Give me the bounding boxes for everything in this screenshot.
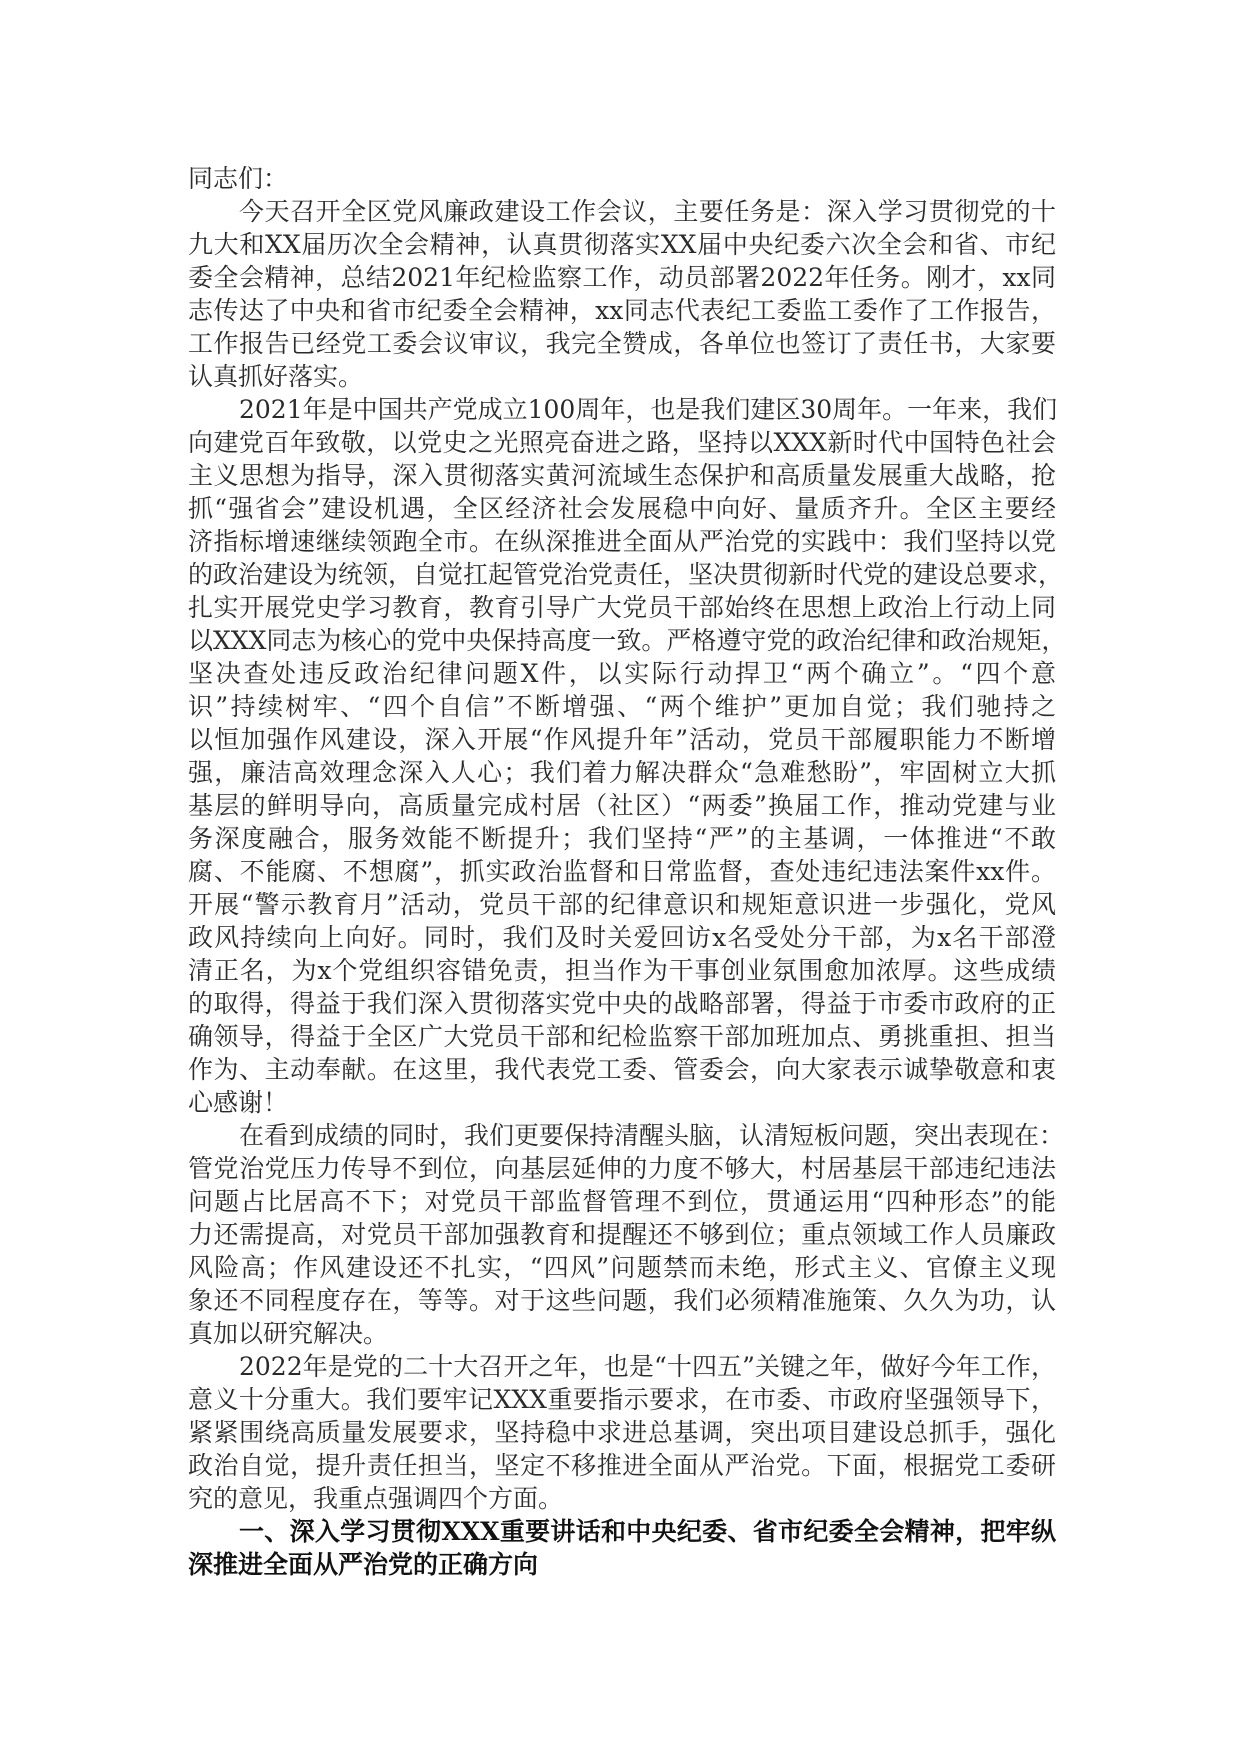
text-line: 在看到成绩的同时，我们更要保持清醒头脑，认清短板问题，突出表现在：: [239, 1121, 1065, 1150]
text-line: 的取得，得益于我们深入贯彻落实党中央的战略部署，得益于市委市政府的正: [188, 989, 1056, 1018]
paragraph: [188, 1119, 1065, 1350]
text-line: 象还不同程度存在，等等。对于这些问题，我们必须精准施策、久久为功，认: [188, 1286, 1056, 1315]
paragraph: [188, 1350, 1056, 1515]
text-line: 主义思想为指导，深入贯彻落实黄河流域生态保护和高质量发展重大战略，抢: [188, 461, 1056, 490]
text-line: 一、深入学习贯彻XXX重要讲话和中央纪委、省市纪委全会精神，把牢纵: [239, 1517, 1056, 1546]
text-line: 政治自觉，提升责任担当，坚定不移推进全面从严治党。下面，根据党工委研: [188, 1451, 1056, 1480]
text-line: 委全会精神，总结2021年纪检监察工作，动员部署2022年任务。刚才，xx同: [188, 263, 1056, 292]
text-line: 的政治建设为统领，自觉扛起管党治党责任，坚决贯彻新时代党的建设总要求，: [188, 560, 1064, 589]
text-line: 志传达了中央和省市纪委全会精神，xx同志代表纪工委监工委作了工作报告，: [188, 296, 1056, 325]
text-line: 济指标增速继续领跑全市。在纵深推进全面从严治党的实践中：我们坚持以党: [188, 527, 1056, 556]
text-line: 坚决查处违反政治纪律问题X件，以实际行动捍卫“两个确立”。“四个意: [188, 659, 1056, 688]
text-line: 2021年是中国共产党成立100周年，也是我们建区30周年。一年来，我们: [239, 395, 1058, 424]
text-line: 力还需提高，对党员干部加强教育和提醒还不够到位；重点领域工作人员廉政: [188, 1220, 1056, 1249]
document-body: [188, 162, 1067, 1581]
text-line: 基层的鲜明导向，高质量完成村居（社区）“两委”换届工作，推动党建与业: [188, 791, 1056, 820]
text-line: 抓“强省会”建设机遇，全区经济社会发展稳中向好、量质齐升。全区主要经: [188, 494, 1056, 523]
text-line: 以恒加强作风建设，深入开展“作风提升年”活动，党员干部履职能力不断增: [188, 725, 1056, 754]
salutation: 同志们：: [188, 164, 289, 193]
text-line: 以XXX同志为核心的党中央保持高度一致。严格遵守党的政治纪律和政治规矩，: [188, 626, 1067, 655]
text-line: 务深度融合，服务效能不断提升；我们坚持“严”的主基调，一体推进“不敢: [188, 824, 1056, 853]
text-line: 紧紧围绕高质量发展要求，坚持稳中求进总基调，突出项目建设总抓手，强化: [188, 1418, 1056, 1447]
text-line: 开展“警示教育月”活动，党员干部的纪律意识和规矩意识进一步强化，党风: [188, 890, 1056, 919]
text-line: 向建党百年致敬，以党史之光照亮奋进之路，坚持以XXX新时代中国特色社会: [188, 428, 1056, 457]
text-line: 管党治党压力传导不到位，向基层延伸的力度不够大，村居基层干部违纪违法: [188, 1154, 1056, 1183]
text-line: 风险高；作风建设还不扎实，“四风”问题禁而未绝，形式主义、官僚主义现: [188, 1253, 1056, 1282]
text-line: 政风持续向上向好。同时，我们及时关爱回访x名受处分干部，为x名干部澄: [188, 923, 1056, 952]
text-line: 确领导，得益于全区广大党员干部和纪检监察干部加班加点、勇挑重担、担当: [188, 1022, 1056, 1051]
text-line: 意义十分重大。我们要牢记XXX重要指示要求，在市委、市政府坚强领导下，: [188, 1385, 1056, 1414]
text-line: 强，廉洁高效理念深入人心；我们着力解决群众“急难愁盼”，牢固树立大抓: [188, 758, 1056, 787]
text-line: 究的意见，我重点强调四个方面。: [188, 1484, 564, 1513]
text-line: 腐、不能腐、不想腐”，抓实政治监督和日常监督，查处违纪违法案件xx件。: [188, 857, 1056, 886]
text-line: 识”持续树牢、“四个自信”不断增强、“两个维护”更加自觉；我们驰持之: [188, 692, 1056, 721]
text-line: 扎实开展党史学习教育，教育引导广大党员干部始终在思想上政治上行动上同: [188, 593, 1056, 622]
paragraph: [188, 393, 1067, 1119]
text-line: 九大和XX届历次全会精神，认真贯彻落实XX届中央纪委六次全会和省、市纪: [188, 230, 1056, 259]
text-line: 清正名，为x个党组织容错免责，担当作为干事创业氛围愈加浓厚。这些成绩: [188, 956, 1056, 985]
text-line: 真加以研究解决。: [188, 1319, 389, 1348]
text-line: 问题占比居高不下；对党员干部监督管理不到位，贯通运用“四种形态”的能: [188, 1187, 1056, 1216]
text-line: 作为、主动奉献。在这里，我代表党工委、管委会，向大家表示诚挚敬意和衷: [188, 1055, 1056, 1084]
text-line: 今天召开全区党风廉政建设工作会议，主要任务是：深入学习贯彻党的十: [239, 197, 1056, 226]
text-line: 认真抓好落实。: [188, 362, 364, 391]
text-line: 深推进全面从严治党的正确方向: [188, 1550, 539, 1579]
paragraph: [188, 195, 1056, 393]
section-heading: [188, 1515, 1056, 1581]
text-line: 工作报告已经党工委会议审议，我完全赞成，各单位也签订了责任书，大家要: [188, 329, 1056, 358]
text-line: 心感谢！: [188, 1088, 289, 1117]
text-line: 2022年是党的二十大召开之年，也是“十四五”关键之年，做好今年工作，: [239, 1352, 1056, 1381]
